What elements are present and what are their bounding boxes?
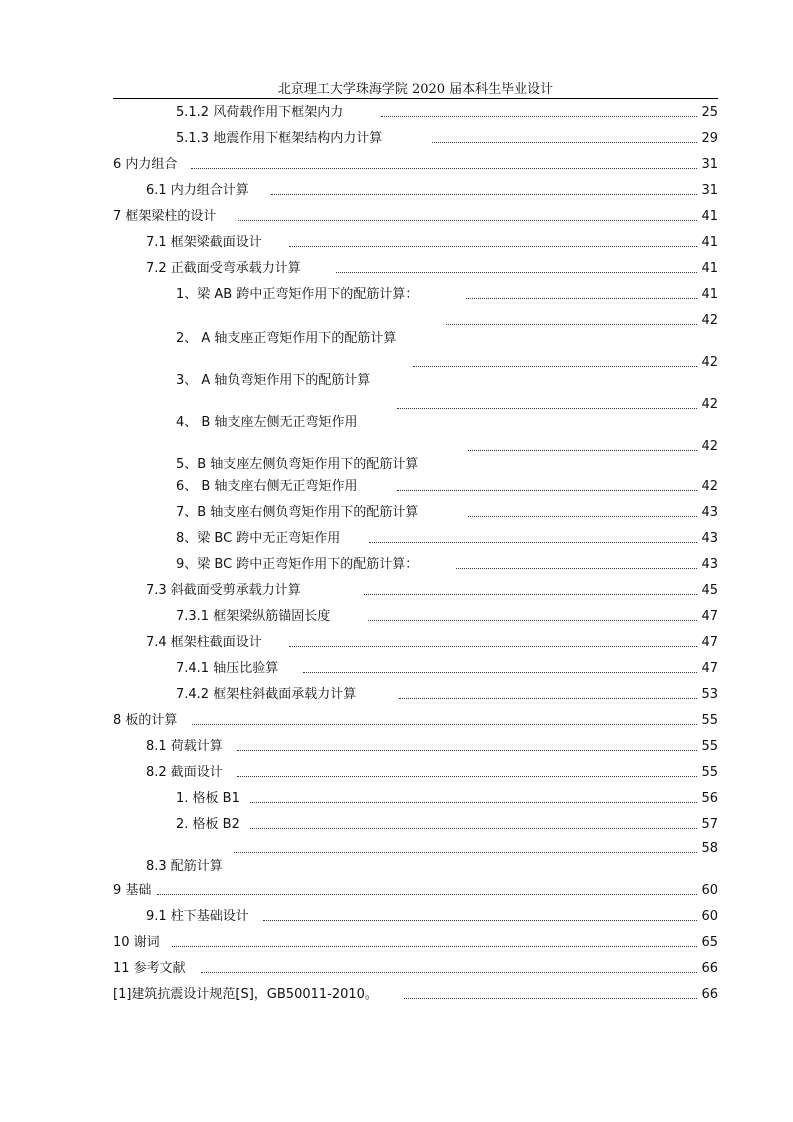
toc-leader [399,698,697,699]
toc-entry-page: 29 [701,131,718,146]
toc-entry-page: 56 [701,791,718,806]
toc-entry[interactable] [0,177,793,203]
toc-entry[interactable] [0,99,793,125]
toc-entry-page: 31 [701,157,718,172]
toc-entry-title: 1、梁 AB 跨中正弯矩作用下的配筋计算： [176,287,419,302]
toc-leader [404,998,697,999]
toc-leader [413,366,697,367]
toc-entry-title: 2. 格板 B2 [176,817,240,832]
toc-leader [456,568,697,569]
toc-entry[interactable] [0,525,793,551]
toc-entry-page: 42 [701,397,718,412]
toc-entry-title: 7 框架梁柱的设计 [113,209,217,224]
toc-entry[interactable] [0,681,793,707]
toc-leader [397,408,697,409]
toc-leader [397,490,697,491]
toc-entry-title: 6、 B 轴支座右侧无正弯矩作用 [176,479,358,494]
toc-entry-title: 8.1 荷载计算 [146,739,223,754]
toc-entry[interactable] [0,151,793,177]
toc-entry-page: 43 [701,505,718,520]
toc-entry-page: 66 [701,961,718,976]
toc-entry-page: 60 [701,909,718,924]
toc-entry-page: 66 [701,987,718,1002]
toc-leader [468,450,697,451]
toc-entry-title: 1. 格板 B1 [176,791,240,806]
toc-leader [271,194,697,195]
toc-leader [201,972,697,973]
toc-leader [466,298,697,299]
toc-entry[interactable] [0,655,793,681]
toc-entry-title: 4、 B 轴支座左侧无正弯矩作用 [176,415,358,430]
toc-entry[interactable] [0,629,793,655]
toc-entry-page: 65 [701,935,718,950]
toc-entry-page: 42 [701,479,718,494]
toc-entry-title: 7.3.1 框架梁纵筋锚固长度 [176,609,331,624]
toc-entry-title: 8、梁 BC 跨中无正弯矩作用 [176,531,341,546]
toc-entry[interactable] [0,785,793,811]
toc-entry[interactable] [0,307,793,351]
toc-entry-page: 42 [701,313,718,328]
toc-entry-page: 43 [701,531,718,546]
toc-entry-page: 47 [701,609,718,624]
toc-entry-page: 45 [701,583,718,598]
toc-entry-page: 42 [701,439,718,454]
toc-leader [237,750,697,751]
toc-entry-page: 53 [701,687,718,702]
toc-entry[interactable] [0,393,793,435]
toc-entry[interactable] [0,577,793,603]
toc-entry-page: 55 [701,739,718,754]
toc-entry[interactable] [0,759,793,785]
toc-entry-title: 8.2 截面设计 [146,765,223,780]
toc-entry[interactable] [0,903,793,929]
toc-entry-page: 55 [701,765,718,780]
toc-entry-title: 10 谢词 [113,935,160,950]
toc-entry-page: 43 [701,557,718,572]
toc-leader [289,646,697,647]
toc-leader [381,116,697,117]
toc-entry-page: 31 [701,183,718,198]
toc-entry[interactable] [0,551,793,577]
toc-entry[interactable] [0,877,793,903]
toc-leader [157,894,697,895]
toc-leader [303,672,697,673]
toc-entry[interactable] [0,125,793,151]
toc-entry[interactable] [0,473,793,499]
toc-entry-title: 8 板的计算 [113,713,178,728]
toc-entry-page: 57 [701,817,718,832]
toc-entry-page: 47 [701,635,718,650]
toc-leader [336,272,697,273]
toc-leader [368,620,697,621]
toc-entry-title: 6.1 内力组合计算 [146,183,249,198]
toc-entry[interactable] [0,837,793,879]
toc-leader [191,168,697,169]
toc-entry-title: 5.1.2 风荷载作用下框架内力 [176,105,344,120]
toc-leader [237,776,697,777]
toc-entry-page: 55 [701,713,718,728]
toc-leader [468,516,697,517]
toc-entry[interactable] [0,351,793,393]
toc-leader [432,142,697,143]
toc-entry-title: 7.4 框架柱截面设计 [146,635,262,650]
page-header: 北京理工大学珠海学院 2020 届本科生毕业设计 [277,82,554,97]
toc-entry-title: 3、 A 轴负弯矩作用下的配筋计算 [176,373,371,388]
toc-leader [234,852,697,853]
toc-entry-title: [1]建筑抗震设计规范[S]，GB50011-2010。 [113,987,378,1002]
toc-entry-page: 42 [701,355,718,370]
toc-entry-page: 41 [701,261,718,276]
toc-entry[interactable] [0,981,793,1007]
toc-entry[interactable] [0,811,793,837]
toc-leader [250,828,697,829]
toc-entry-title: 8.3 配筋计算 [146,859,223,874]
toc-leader [172,946,697,947]
toc-entry-title: 7.2 正截面受弯承载力计算 [146,261,301,276]
toc-entry-page: 60 [701,883,718,898]
toc-entry-title: 2、 A 轴支座正弯矩作用下的配筋计算 [176,331,397,346]
toc-leader [289,246,697,247]
toc-entry[interactable] [0,255,793,281]
toc-entry-page: 58 [701,841,718,856]
toc-leader [369,542,697,543]
toc-entry-page: 41 [701,209,718,224]
toc-entry[interactable] [0,281,793,307]
toc-entry[interactable] [0,929,793,955]
toc-entry[interactable] [0,203,793,229]
toc-leader [192,724,697,725]
toc-entry[interactable] [0,707,793,733]
toc-entry[interactable] [0,435,793,477]
toc-leader [238,220,697,221]
toc-entry-title: 7.4.2 框架柱斜截面承载力计算 [176,687,357,702]
toc-entry[interactable] [0,733,793,759]
toc-leader [263,920,697,921]
toc-entry[interactable] [0,603,793,629]
toc-entry-title: 6 内力组合 [113,157,178,172]
toc-leader [250,802,697,803]
toc-entry-page: 25 [701,105,718,120]
toc-leader [364,594,697,595]
toc-entry-title: 5.1.3 地震作用下框架结构内力计算 [176,131,383,146]
toc-entry-title: 11 参考文献 [113,961,186,976]
toc-entry-title: 9.1 柱下基础设计 [146,909,249,924]
toc-entry-page: 47 [701,661,718,676]
toc-entry-page: 41 [701,287,718,302]
toc-entry[interactable] [0,499,793,525]
toc-entry-page: 41 [701,235,718,250]
toc-entry-title: 9 基础 [113,883,152,898]
toc-entry-title: 5、B 轴支座左侧负弯矩作用下的配筋计算 [176,457,419,472]
toc-entry-title: 7.3 斜截面受剪承载力计算 [146,583,301,598]
toc-entry-title: 9、梁 BC 跨中正弯矩作用下的配筋计算： [176,557,419,572]
toc-leader [446,324,697,325]
toc-entry-title: 7、B 轴支座右侧负弯矩作用下的配筋计算 [176,505,419,520]
toc-entry[interactable] [0,229,793,255]
toc-entry-title: 7.1 框架梁截面设计 [146,235,262,250]
toc-entry[interactable] [0,955,793,981]
toc-entry-title: 7.4.1 轴压比验算 [176,661,279,676]
